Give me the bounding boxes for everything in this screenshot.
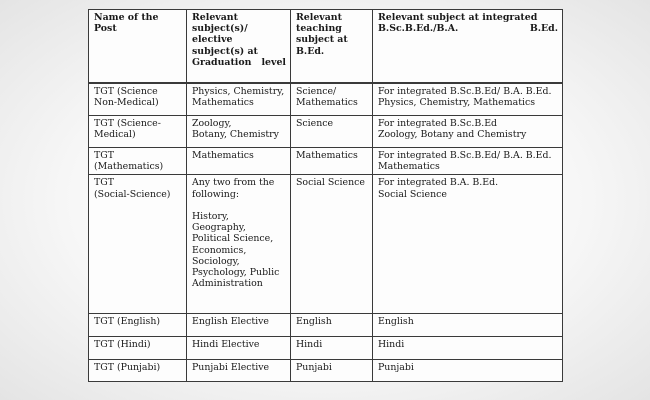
header-integrated: Relevant subject at integrated B.Sc.B.Ed./B.A. B.Ed. [373, 10, 563, 83]
cell-post: TGT (English) [89, 314, 187, 337]
cell-integrated: Punjabi [373, 360, 563, 382]
table-row [89, 314, 563, 337]
table-row [89, 175, 563, 314]
table-row [89, 148, 563, 175]
header-graduation: Relevant subject(s)/ elective subject(s) at Graduation level [187, 10, 291, 83]
table-row [89, 116, 563, 148]
header-bed: Relevant teaching subject at B.Ed. [291, 10, 373, 83]
cell-integrated: English [373, 314, 563, 337]
cell-integrated: For integrated B.Sc.B.Ed Zoology, Botany and Chemistry [373, 116, 563, 148]
cell-integrated: Hindi [373, 337, 563, 360]
cell-integrated: For integrated B.Sc.B.Ed/ B.A. B.Ed. Physics, Chemistry, Mathematics [373, 84, 563, 116]
cell-graduation: Zoology, Botany, Chemistry [187, 116, 291, 148]
eligibility-table [88, 9, 563, 382]
cell-post: TGT (Social-Science) [89, 175, 187, 314]
header-post: Name of the Post [89, 10, 187, 83]
cell-post: TGT (Hindi) [89, 337, 187, 360]
table-row [89, 360, 563, 382]
cell-post: TGT (Science-Medical) [89, 116, 187, 148]
cell-integrated: For integrated B.Sc.B.Ed/ B.A. B.Ed. Mathematics [373, 148, 563, 175]
table-row [89, 84, 563, 116]
cell-bed: Punjabi [291, 360, 373, 382]
cell-bed: English [291, 314, 373, 337]
cell-post: TGT (Mathematics) [89, 148, 187, 175]
cell-integrated: For integrated B.A. B.Ed. Social Science [373, 175, 563, 314]
cell-graduation: Punjabi Elective [187, 360, 291, 382]
cell-graduation: Any two from the following: History, Geography, Political Science, Economics, Sociology, Psychology, Public Administration [187, 175, 291, 314]
cell-graduation: English Elective [187, 314, 291, 337]
cell-bed: Hindi [291, 337, 373, 360]
cell-bed: Social Science [291, 175, 373, 314]
cell-bed: Science/ Mathematics [291, 84, 373, 116]
cell-graduation: Mathematics [187, 148, 291, 175]
cell-bed: Mathematics [291, 148, 373, 175]
cell-graduation: Physics, Chemistry, Mathematics [187, 84, 291, 116]
cell-graduation: Hindi Elective [187, 337, 291, 360]
table-row [89, 337, 563, 360]
cell-post: TGT (Science Non-Medical) [89, 84, 187, 116]
table-header-row [89, 10, 563, 83]
cell-bed: Science [291, 116, 373, 148]
cell-post: TGT (Punjabi) [89, 360, 187, 382]
